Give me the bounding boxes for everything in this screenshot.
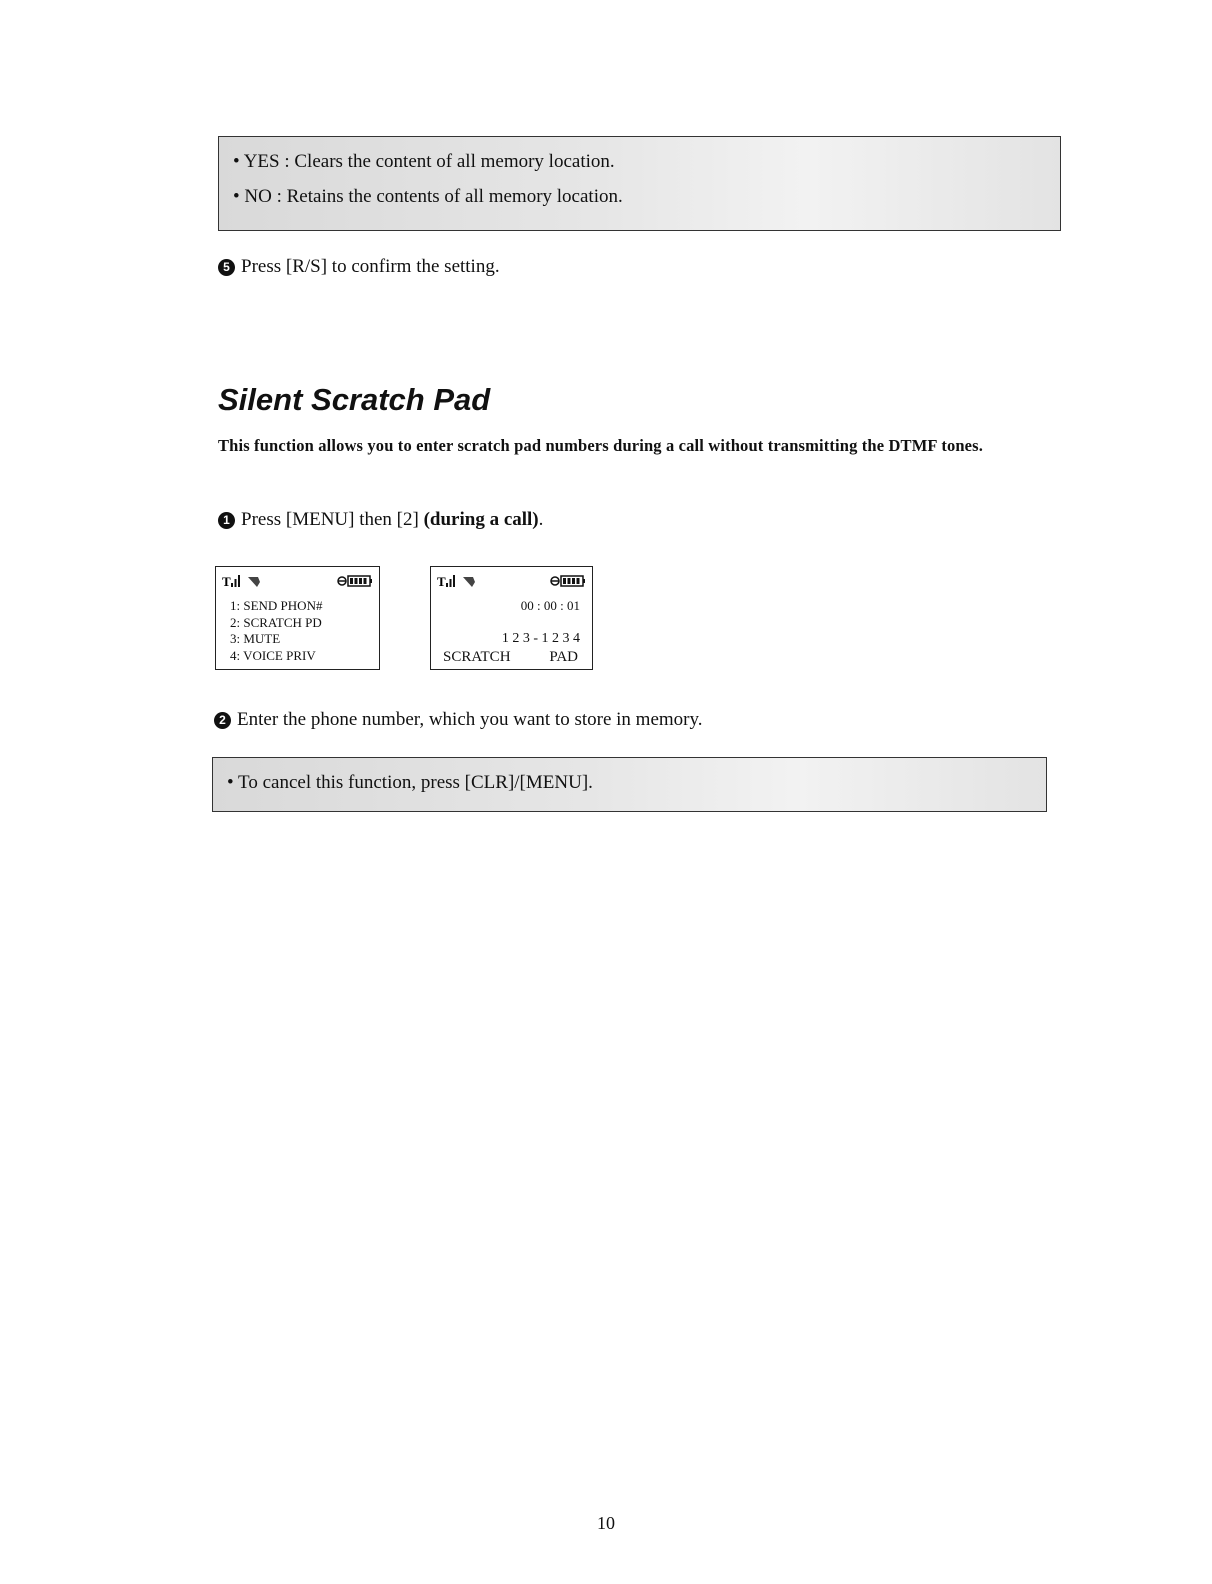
step-2 [214,709,703,731]
step-5-number-icon: 5 [218,259,235,276]
step-5 [218,256,500,278]
lcd-call-screen [430,566,593,670]
svg-text:T: T [437,574,446,589]
step-1-text-end: . [538,509,544,530]
note-box-memory-options [218,136,1061,231]
section-description: This function allows you to enter scratch pad numbers during a call without transmitting the DTMF tones. [218,436,984,455]
scratch-label-left: SCRATCH [443,649,511,665]
step-2-text: Enter the phone number, which you want to store in memory. [237,709,703,730]
step-1-number-icon: 1 [218,512,235,529]
note-no-line: • NO : Retains the contents of all memory location. [233,186,623,207]
step-1-text-bold: (during a call) [423,509,539,530]
note-box-cancel [212,757,1047,812]
signal-strength-icon [437,573,477,589]
page-number: 10 [597,1513,615,1533]
battery-icon [550,574,586,588]
step-2-number-icon: 2 [214,712,231,729]
scratch-label-right: PAD [549,649,578,665]
menu-item-mute: 3: MUTE [230,631,281,646]
scratch-number: 1 2 3 - 1 2 3 4 [501,631,580,646]
section-title: Silent Scratch Pad [218,382,491,417]
svg-text:T: T [222,574,231,589]
menu-item-send-phone: 1: SEND PHON# [230,598,323,613]
signal-strength-icon [222,573,262,589]
step-5-text: Press [R/S] to confirm the setting. [241,256,500,277]
call-timer: 00 : 00 : 01 [520,598,580,613]
step-1-text: Press [MENU] then [2] [241,509,424,530]
step-1 [218,509,543,531]
note-yes-line: • YES : Clears the content of all memory location. [233,151,615,172]
menu-item-scratch-pad: 2: SCRATCH PD [230,615,322,630]
note-cancel-line: • To cancel this function, press [CLR]/[MENU]. [227,772,593,793]
lcd-menu-screen [215,566,380,670]
battery-icon [337,574,373,588]
menu-item-voice-priv: 4: VOICE PRIV [230,648,316,663]
